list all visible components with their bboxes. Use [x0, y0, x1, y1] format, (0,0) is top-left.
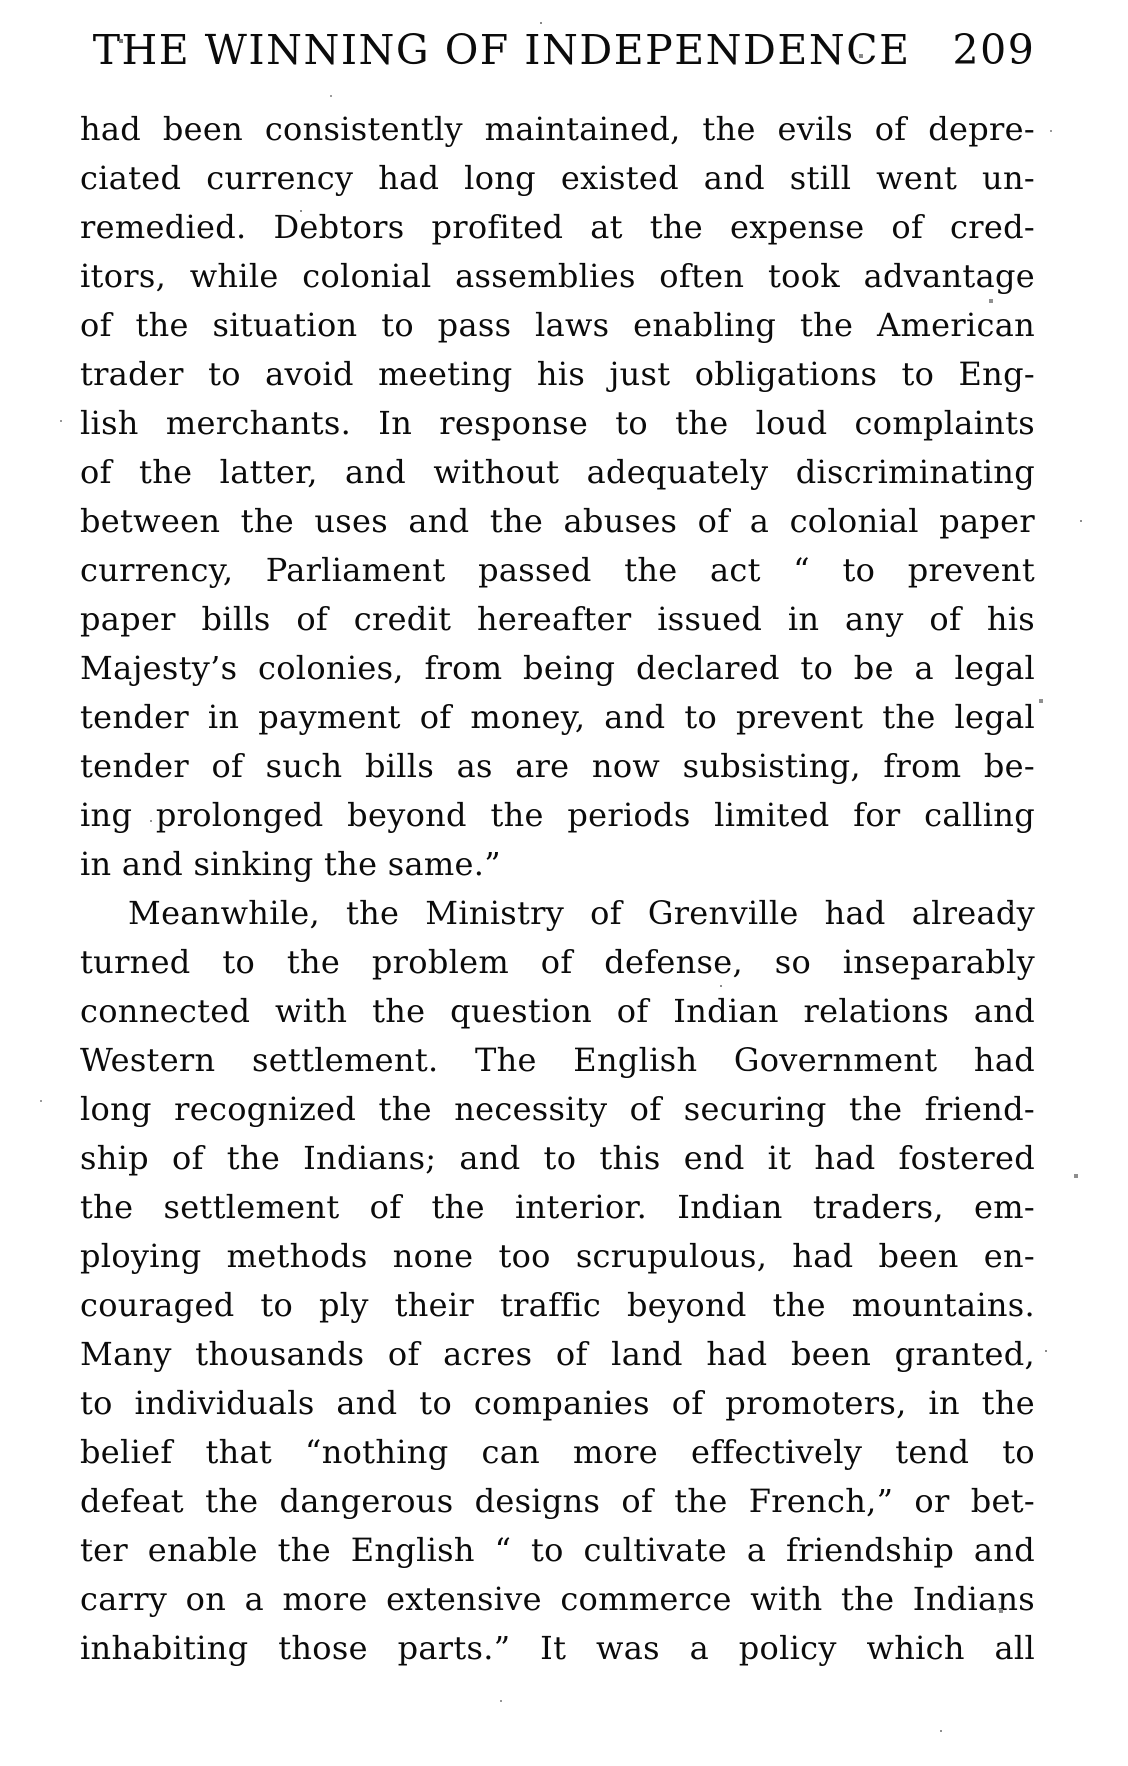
text-line: ing prolonged beyond the periods limited for calling — [80, 796, 1035, 835]
text-line: to individuals and to companies of promoters, in the — [80, 1384, 1035, 1423]
text-line: currency, Parliament passed the act “ to prevent — [80, 551, 1035, 590]
text-line: couraged to ply their traffic beyond the mountains. — [80, 1286, 1035, 1325]
text-line: itors, while colonial assemblies often took advantage — [80, 257, 1035, 296]
text-line: belief that “nothing can more effectively tend to — [80, 1433, 1035, 1472]
text-line: inhabiting those parts.” It was a policy which all — [80, 1629, 1035, 1668]
running-head-title: THE WINNING OF INDEPENDENCE — [92, 26, 911, 74]
text-line: tender in payment of money, and to prevent the legal — [80, 698, 1035, 737]
page-body — [0, 105, 1128, 1673]
text-line: Meanwhile, the Ministry of Grenville had already — [128, 894, 1035, 933]
text-line: Majesty’s colonies, from being declared to be a legal — [80, 649, 1035, 688]
text-line: ploying methods none too scrupulous, had been en- — [80, 1237, 1035, 1276]
text-line: paper bills of credit hereafter issued in any of his — [80, 600, 1035, 639]
page-number: 209 — [952, 26, 1036, 74]
text-line: lish merchants. In response to the loud complaints — [80, 404, 1035, 443]
text-line: in and sinking the same.” — [80, 845, 501, 884]
text-line: remedied. Debtors profited at the expense of cred- — [80, 208, 1035, 247]
text-line: turned to the problem of defense, so inseparably — [80, 943, 1035, 982]
page-header — [0, 0, 1128, 73]
text-line: defeat the dangerous designs of the French,” or bet- — [80, 1482, 1035, 1521]
text-line: the settlement of the interior. Indian traders, em- — [80, 1188, 1035, 1227]
text-line: of the situation to pass laws enabling the American — [80, 306, 1035, 345]
text-line: ship of the Indians; and to this end it had fostered — [80, 1139, 1035, 1178]
text-line: carry on a more extensive commerce with the Indians — [80, 1580, 1035, 1619]
text-line: trader to avoid meeting his just obligations to Eng- — [80, 355, 1035, 394]
text-line: connected with the question of Indian relations and — [80, 992, 1035, 1031]
text-line: had been consistently maintained, the evils of depre- — [80, 110, 1035, 149]
text-line: Western settlement. The English Government had — [80, 1041, 1035, 1080]
text-line: between the uses and the abuses of a colonial paper — [80, 502, 1035, 541]
text-line: ciated currency had long existed and still went un- — [80, 159, 1035, 198]
paper-speckles — [0, 0, 2, 2]
text-line: ter enable the English “ to cultivate a friendship and — [80, 1531, 1035, 1570]
text-line: of the latter, and without adequately discriminating — [80, 453, 1035, 492]
text-line: Many thousands of acres of land had been granted, — [80, 1335, 1035, 1374]
text-line: long recognized the necessity of securing the friend- — [80, 1090, 1035, 1129]
text-line: tender of such bills as are now subsisting, from be- — [80, 747, 1035, 786]
